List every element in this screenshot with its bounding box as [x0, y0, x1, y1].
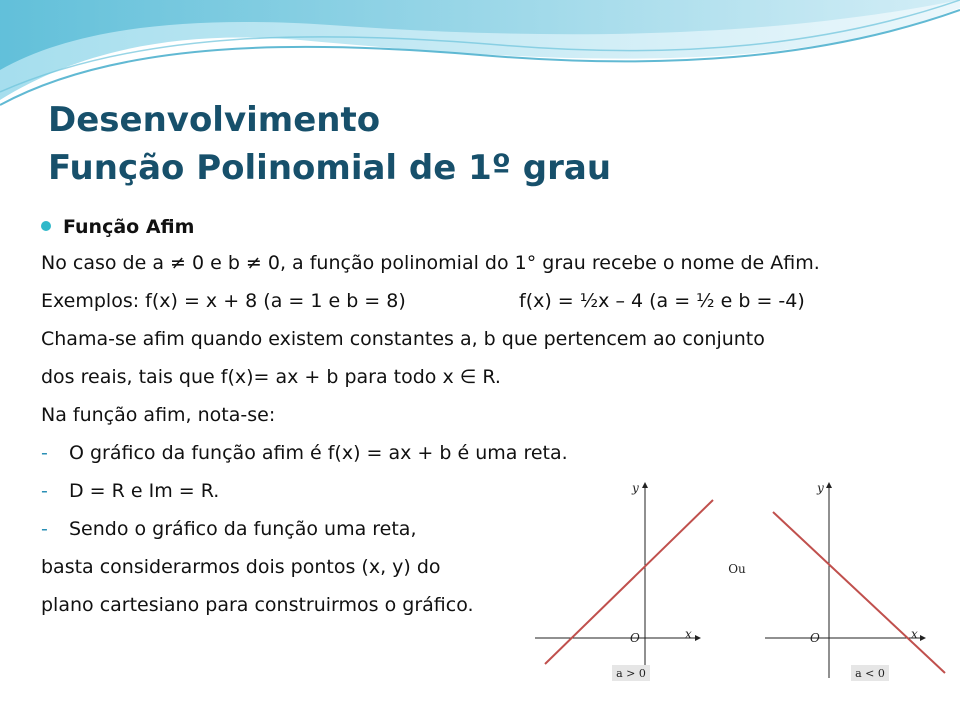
text-line: basta considerarmos dois pontos (x, y) do	[41, 556, 441, 578]
list-item-text: D = R e Im = R.	[69, 480, 220, 502]
example-1: Exemplos: f(x) = x + 8 (a = 1 e b = 8)	[41, 290, 406, 312]
slide-title	[48, 96, 611, 192]
badge-a-negative: a < 0	[855, 667, 885, 680]
list-item-text: O gráfico da função afim é f(x) = ax + b é uma reta.	[69, 442, 568, 464]
origin-label: O	[630, 631, 640, 645]
text-line: dos reais, tais que f(x)= ax + b para todo x ∈ R.	[41, 366, 501, 388]
title-line-1: Desenvolvimento	[48, 100, 381, 140]
list-item-text: Sendo o gráfico da função uma reta,	[69, 518, 417, 540]
title-line-2: Função Polinomial de 1º grau	[48, 148, 612, 188]
origin-label: O	[810, 631, 820, 645]
list-item	[41, 434, 941, 472]
x-label: x	[911, 627, 918, 641]
y-label: y	[817, 481, 824, 495]
bullet-title: Função Afim	[63, 216, 195, 238]
dash-marker: -	[41, 518, 48, 540]
example-2: f(x) = ½x – 4 (a = ½ e b = -4)	[519, 290, 805, 312]
graphs-figure	[515, 478, 960, 690]
x-label: x	[685, 627, 692, 641]
y-label: y	[632, 481, 639, 495]
ou-label: Ou	[728, 562, 746, 576]
examples-line	[41, 282, 941, 320]
definition-line: No caso de a ≠ 0 e b ≠ 0, a função polinomial do 1° grau recebe o nome de Afim.	[41, 252, 820, 274]
bullet-dot-icon	[41, 221, 51, 231]
dash-marker: -	[41, 442, 48, 464]
badge-a-positive: a > 0	[616, 667, 646, 680]
text-line: plano cartesiano para construirmos o gráfico.	[41, 594, 474, 616]
bullet-item	[41, 210, 941, 244]
text-line: Chama-se afim quando existem constantes a, b que pertencem ao conjunto	[41, 328, 765, 350]
dash-marker: -	[41, 480, 48, 502]
text-line: Na função afim, nota-se:	[41, 404, 276, 426]
